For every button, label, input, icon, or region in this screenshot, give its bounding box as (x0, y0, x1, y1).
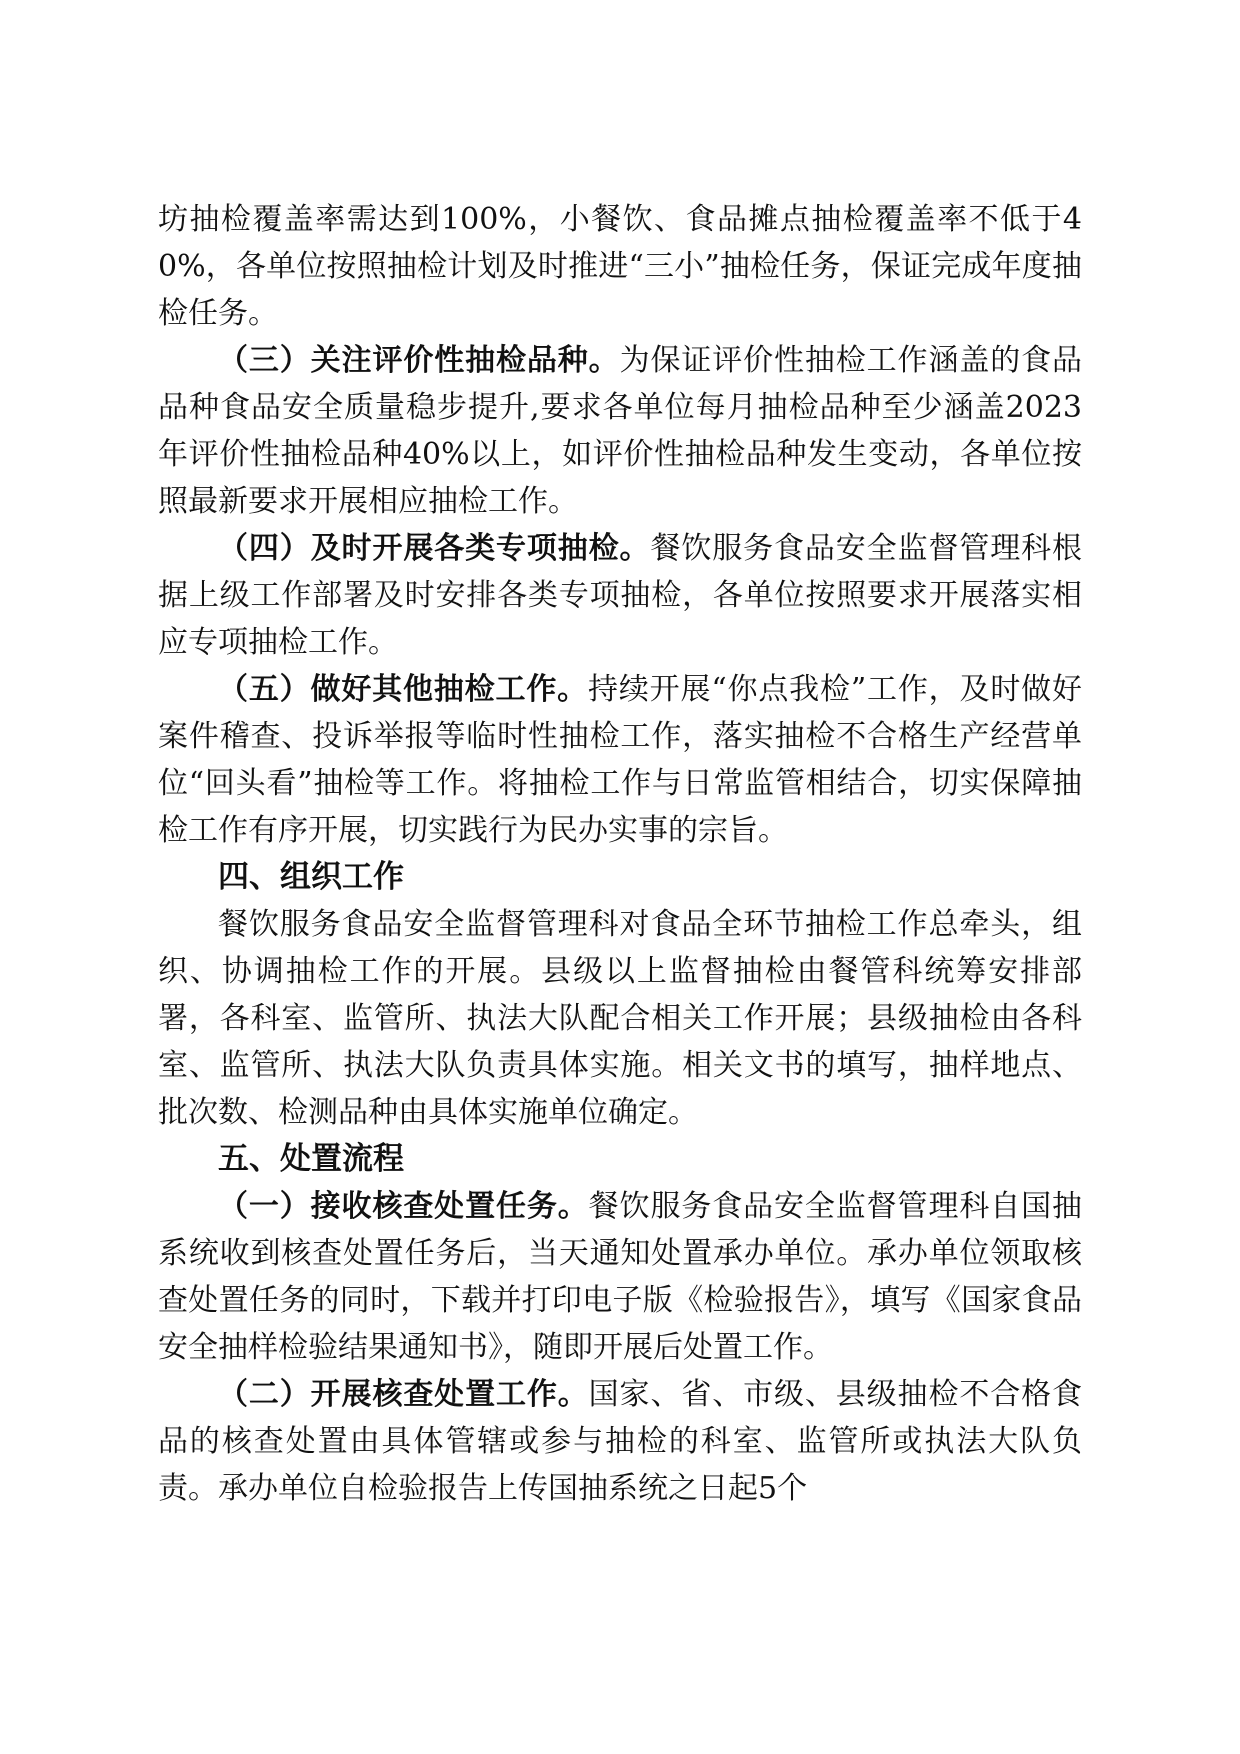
paragraph-text: 坊抽检覆盖率需达到100%，小餐饮、食品摊点抽检覆盖率不低于40%，各单位按照抽检计划及时推进“三小”抽检任务，保证完成年度抽检任务。 (158, 202, 1082, 331)
paragraph-text: 国家、省、市级、县级抽检不合格食品的核查处置由具体管辖或参与抽检的科室、监管所或执法大队负责。承办单位自检验报告上传国抽系统之日起5个 (158, 1377, 1083, 1506)
paragraph-text: 持续开展“你点我检”工作，及时做好案件稽查、投诉举报等临时性抽检工作，落实抽检不合格生产经营单位“回头看”抽检等工作。将抽检工作与日常监管相结合，切实保障抽检工作有序开展，切实践行为民办实事的宗旨。 (158, 672, 1082, 848)
paragraph-receive-task (158, 1183, 1082, 1371)
subheading-evaluative-sampling: （三）关注评价性抽检品种。 (218, 343, 620, 378)
paragraph-text: 餐饮服务食品安全监督管理科根据上级工作部署及时安排各类专项抽检，各单位按照要求开展落实相应专项抽检工作。 (158, 531, 1083, 660)
subheading-other-sampling: （五）做好其他抽检工作。 (218, 672, 588, 707)
document-body (158, 196, 1082, 1512)
paragraph-evaluative-sampling (158, 337, 1082, 525)
subheading-carry-out-disposal: （二）开展核查处置工作。 (218, 1377, 589, 1412)
paragraph-text: 为保证评价性抽检工作涵盖的食品品种食品安全质量稳步提升,要求各单位每月抽检品种至少涵盖2023年评价性抽检品种40%以上，如评价性抽检品种发生变动，各单位按照最新要求开展相应抽检工作。 (158, 343, 1083, 519)
paragraph-other-sampling (158, 666, 1082, 854)
paragraph-text: 餐饮服务食品安全监督管理科自国抽系统收到核查处置任务后，当天通知处置承办单位。承办单位领取核查处置任务的同时，下载并打印电子版《检验报告》，填写《国家食品安全抽样检验结果通知书》，随即开展后处置工作。 (158, 1189, 1083, 1365)
paragraph-text: 餐饮服务食品安全监督管理科对食品全环节抽检工作总牵头，组织、协调抽检工作的开展。县级以上监督抽检由餐管科统筹安排部署，各科室、监管所、执法大队配合相关工作开展；县级抽检由各科室、监管所、执法大队负责具体实施。相关文书的填写，抽样地点、批次数、检测品种由具体实施单位确定。 (158, 907, 1082, 1130)
subheading-receive-task: （一）接收核查处置任务。 (218, 1189, 589, 1224)
section-heading-organization: 四、组织工作 (218, 859, 404, 895)
section-heading-disposal-process: 五、处置流程 (218, 1141, 404, 1177)
paragraph-coverage-rate (158, 196, 1082, 337)
subheading-special-sampling: （四）及时开展各类专项抽检。 (218, 531, 651, 566)
paragraph-special-sampling (158, 525, 1082, 666)
paragraph-organization (158, 901, 1082, 1136)
paragraph-carry-out-disposal (158, 1371, 1082, 1512)
